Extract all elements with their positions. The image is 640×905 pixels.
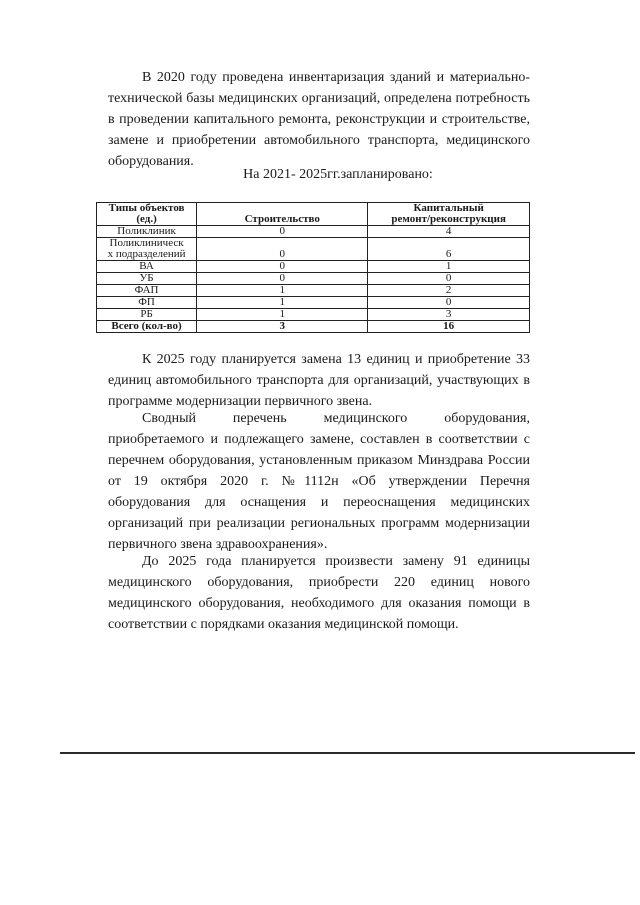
paragraph-equipment-plan bbox=[108, 551, 530, 635]
bottom-divider bbox=[60, 752, 635, 754]
paragraph-line: технической базы медицинских организаций, определена потребность bbox=[108, 91, 530, 106]
header-text: Капитальный bbox=[413, 202, 484, 214]
cell-build: 1 bbox=[197, 309, 368, 321]
table-row bbox=[97, 273, 530, 285]
paragraph-line: оборудования для оснащения и переоснащения медицинских bbox=[108, 495, 530, 510]
table-row bbox=[97, 285, 530, 297]
paragraph-line: организаций при реализации региональных программ модернизации bbox=[108, 516, 530, 531]
paragraph-line: медицинского оборудования, приобрести 220 единиц нового bbox=[108, 575, 530, 590]
cell-repair: 4 bbox=[368, 226, 530, 238]
table-total-row bbox=[97, 321, 530, 333]
table-header-row bbox=[97, 203, 530, 226]
paragraph-transport bbox=[108, 349, 530, 412]
table-row bbox=[97, 226, 530, 238]
table-row bbox=[97, 297, 530, 309]
header-text: Типы объектов bbox=[108, 202, 185, 214]
cell-repair: 0 bbox=[368, 273, 530, 285]
header-construction: Строительство bbox=[197, 203, 368, 226]
cell-repair: 0 bbox=[368, 297, 530, 309]
paragraph-line: в проведении капитального ремонта, реконструкции и строительстве, bbox=[108, 112, 530, 127]
cell-total-repair: 16 bbox=[368, 321, 530, 333]
cell-build: 0 bbox=[197, 273, 368, 285]
cell-repair: 6 bbox=[368, 238, 530, 261]
paragraph-line: оборудования. bbox=[108, 154, 194, 169]
cell-total-label: Всего (кол-во) bbox=[97, 321, 197, 333]
cell-build: 1 bbox=[197, 297, 368, 309]
cell-type: Поликлиник bbox=[97, 226, 197, 238]
cell-type: ФП bbox=[97, 297, 197, 309]
header-text: ремонт/реконструкция bbox=[391, 213, 506, 225]
cell-repair: 1 bbox=[368, 261, 530, 273]
table-row bbox=[97, 238, 530, 261]
cell-build: 0 bbox=[197, 238, 368, 261]
cell-build: 1 bbox=[197, 285, 368, 297]
cell-text: х подразделений bbox=[107, 248, 186, 260]
cell-repair: 3 bbox=[368, 309, 530, 321]
paragraph-line: В 2020 году проведена инвентаризация зданий и материально- bbox=[142, 70, 530, 85]
header-repair bbox=[368, 203, 530, 226]
table-row bbox=[97, 309, 530, 321]
paragraph-inventory bbox=[108, 67, 530, 172]
cell-text: Поликлиническ bbox=[109, 237, 184, 249]
paragraph-line: от 19 октября 2020 г. №1112н «Об утверждении Перечня bbox=[108, 474, 530, 489]
table-row bbox=[97, 261, 530, 273]
header-object-types bbox=[97, 203, 197, 226]
paragraph-line: К 2025 году планируется замена 13 единиц и приобретение 33 bbox=[142, 352, 530, 367]
paragraph-equipment-list bbox=[108, 408, 530, 555]
paragraph-line: перечнем оборудования, установленным приказом Минздрава России bbox=[108, 453, 530, 468]
cell-total-build: 3 bbox=[197, 321, 368, 333]
paragraph-line: До 2025 года планируется произвести замену 91 единицы bbox=[142, 554, 530, 569]
header-text: (ед.) bbox=[136, 213, 157, 225]
cell-build: 0 bbox=[197, 261, 368, 273]
cell-repair: 2 bbox=[368, 285, 530, 297]
cell-type: УБ bbox=[97, 273, 197, 285]
cell-type: ФАП bbox=[97, 285, 197, 297]
plan-table bbox=[96, 202, 530, 333]
paragraph-line: соответствии с порядками оказания медицинской помощи. bbox=[108, 617, 459, 632]
cell-type: РБ bbox=[97, 309, 197, 321]
paragraph-line: единиц автомобильного транспорта для организаций, участвующих в bbox=[108, 373, 530, 388]
paragraph-line: приобретаемого и подлежащего замене, составлен в соответствии с bbox=[108, 432, 530, 447]
cell-type bbox=[97, 238, 197, 261]
plan-subheading: На 2021- 2025гг.запланировано: bbox=[243, 167, 433, 182]
cell-build: 0 bbox=[197, 226, 368, 238]
paragraph-line: программе модернизации первичного звена. bbox=[108, 394, 373, 409]
paragraph-line: замене и приобретении автомобильного транспорта, медицинского bbox=[108, 133, 530, 148]
paragraph-line: медицинского оборудования, необходимого для оказания помощи в bbox=[108, 596, 530, 611]
paragraph-line: первичного звена здравоохранения». bbox=[108, 537, 328, 552]
paragraph-line: Сводный перечень медицинского оборудования, bbox=[142, 411, 530, 426]
cell-type: ВА bbox=[97, 261, 197, 273]
